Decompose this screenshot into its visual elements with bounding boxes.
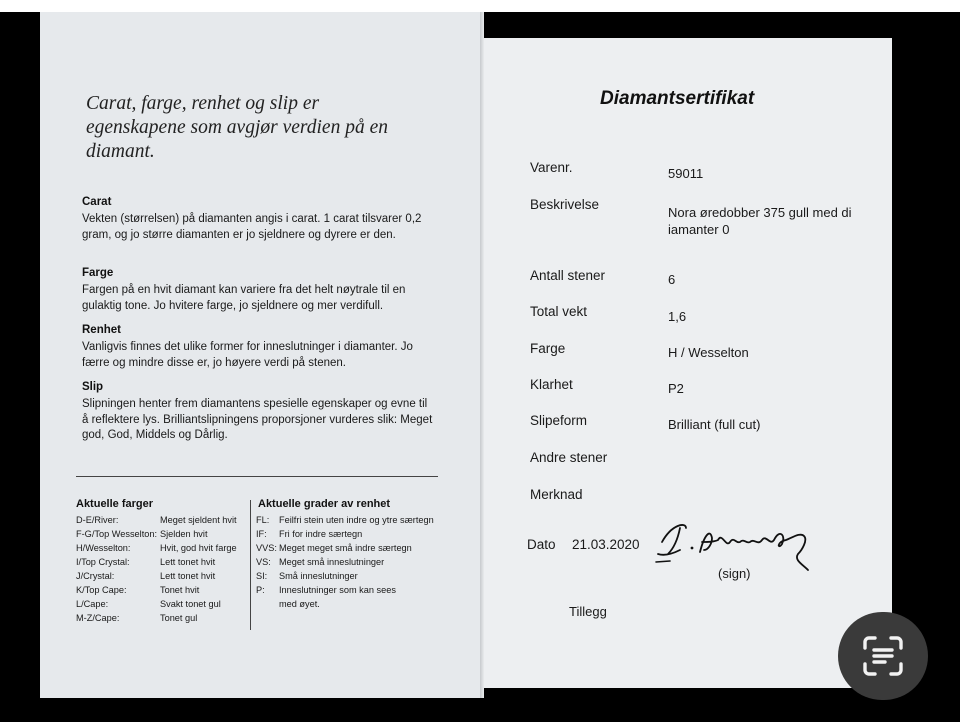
field-label-total-vekt: Total vekt — [530, 304, 588, 319]
sign-label: (sign) — [718, 566, 751, 581]
color-desc: Lett tonet hvit — [160, 557, 216, 567]
clarity-code: VVS: — [256, 543, 277, 553]
table-divider — [250, 500, 251, 630]
clarity-code: SI: — [256, 571, 268, 581]
right-page — [482, 38, 892, 688]
certificate-title: Diamantsertifikat — [600, 88, 755, 109]
section-text-farge: Fargen på en hvit diamant kan variere fra det helt nøytrale til en gulaktig tone. Jo hvitere farge, jo sjeldnere og mer verdifull. — [82, 284, 406, 312]
clarity-table-heading: Aktuelle grader av renhet — [258, 498, 391, 510]
color-code: H/Wesselton: — [76, 543, 131, 553]
color-code: J/Crystal: — [76, 571, 115, 581]
field-value-varenr: 59011 — [668, 166, 704, 181]
clarity-desc: Fri for indre særtegn — [279, 529, 363, 539]
color-desc: Hvit, god hvit farge — [160, 543, 237, 553]
field-value-antall-stener: 6 — [668, 272, 676, 287]
field-label-antall-stener: Antall stener — [530, 268, 606, 283]
clarity-desc: Inneslutninger som kan sees — [279, 585, 396, 595]
clarity-code: IF: — [256, 529, 267, 539]
field-label-slipeform: Slipeform — [530, 413, 588, 428]
field-label-farge: Farge — [530, 341, 566, 356]
clarity-desc: Meget små inneslutninger — [279, 557, 385, 567]
clarity-desc: Meget meget små indre særtegn — [279, 543, 412, 553]
date-value: 21.03.2020 — [572, 537, 640, 552]
field-value-klarhet: P2 — [668, 381, 684, 396]
intro-text: Carat, farge, renhet og slip er egenskapene som avgjør verdien på en diamant. — [86, 93, 388, 162]
divider-line — [76, 476, 438, 477]
field-value-total-vekt: 1,6 — [668, 309, 687, 324]
scan-text-button[interactable] — [838, 612, 928, 700]
field-label-beskrivelse: Beskrivelse — [530, 197, 600, 212]
field-label-andre-stener: Andre stener — [530, 450, 608, 465]
clarity-code: FL: — [256, 515, 270, 525]
clarity-desc: Feilfri stein uten indre og ytre særtegn — [279, 515, 434, 525]
color-desc: Meget sjeldent hvit — [160, 515, 237, 525]
section-heading-farge: Farge — [82, 267, 114, 279]
text-scan-icon — [859, 632, 907, 680]
field-value-beskrivelse: Nora øredobber 375 gull med di iamanter 0 — [668, 205, 852, 237]
page-fold — [480, 12, 484, 698]
section-text-renhet: Vanligvis finnes det ulike former for inneslutninger i diamanter. Jo færre og mindre disse er, jo høyere verdi på stenen. — [82, 341, 413, 369]
section-heading-slip: Slip — [82, 381, 104, 393]
color-code: F-G/Top Wesselton: — [76, 529, 158, 539]
color-code: K/Top Cape: — [76, 585, 127, 595]
color-desc: Tonet hvit — [160, 585, 200, 595]
tillegg-label: Tillegg — [569, 604, 607, 619]
colors-table-heading: Aktuelle farger — [76, 498, 154, 510]
clarity-code: VS: — [256, 557, 271, 567]
color-desc: Svakt tonet gul — [160, 599, 221, 609]
field-label-varenr: Varenr. — [530, 160, 573, 175]
color-code: L/Cape: — [76, 599, 109, 609]
field-label-klarhet: Klarhet — [530, 377, 573, 392]
date-label: Dato — [527, 537, 556, 552]
color-desc: Lett tonet hvit — [160, 571, 216, 581]
section-text-carat: Vekten (størrelsen) på diamanten angis i carat. 1 carat tilsvarer 0,2 gram, og jo større diamanten er jo sjeldnere og dyrere er den. — [82, 213, 422, 241]
field-label-merknad: Merknad — [530, 487, 583, 502]
color-code: M-Z/Cape: — [76, 613, 120, 623]
color-code: I/Top Crystal: — [76, 557, 130, 567]
clarity-desc: med øyet. — [279, 599, 320, 609]
color-desc: Tonet gul — [160, 613, 198, 623]
clarity-code: P: — [256, 585, 265, 595]
color-code: D-E/River: — [76, 515, 119, 525]
clarity-desc: Små inneslutninger — [279, 571, 358, 581]
color-desc: Sjelden hvit — [160, 529, 208, 539]
field-value-slipeform: Brilliant (full cut) — [668, 417, 761, 432]
field-value-farge: H / Wesselton — [668, 345, 749, 360]
section-heading-renhet: Renhet — [82, 324, 121, 336]
section-text-slip: Slipningen henter frem diamantens spesielle egenskaper og evne til å reflektere lys. Brilliantslipningens proporsjoner vurderes slik: Meget god, God, Middels og Dårlig. — [82, 398, 433, 441]
section-heading-carat: Carat — [82, 196, 112, 208]
top-strip — [0, 0, 960, 12]
